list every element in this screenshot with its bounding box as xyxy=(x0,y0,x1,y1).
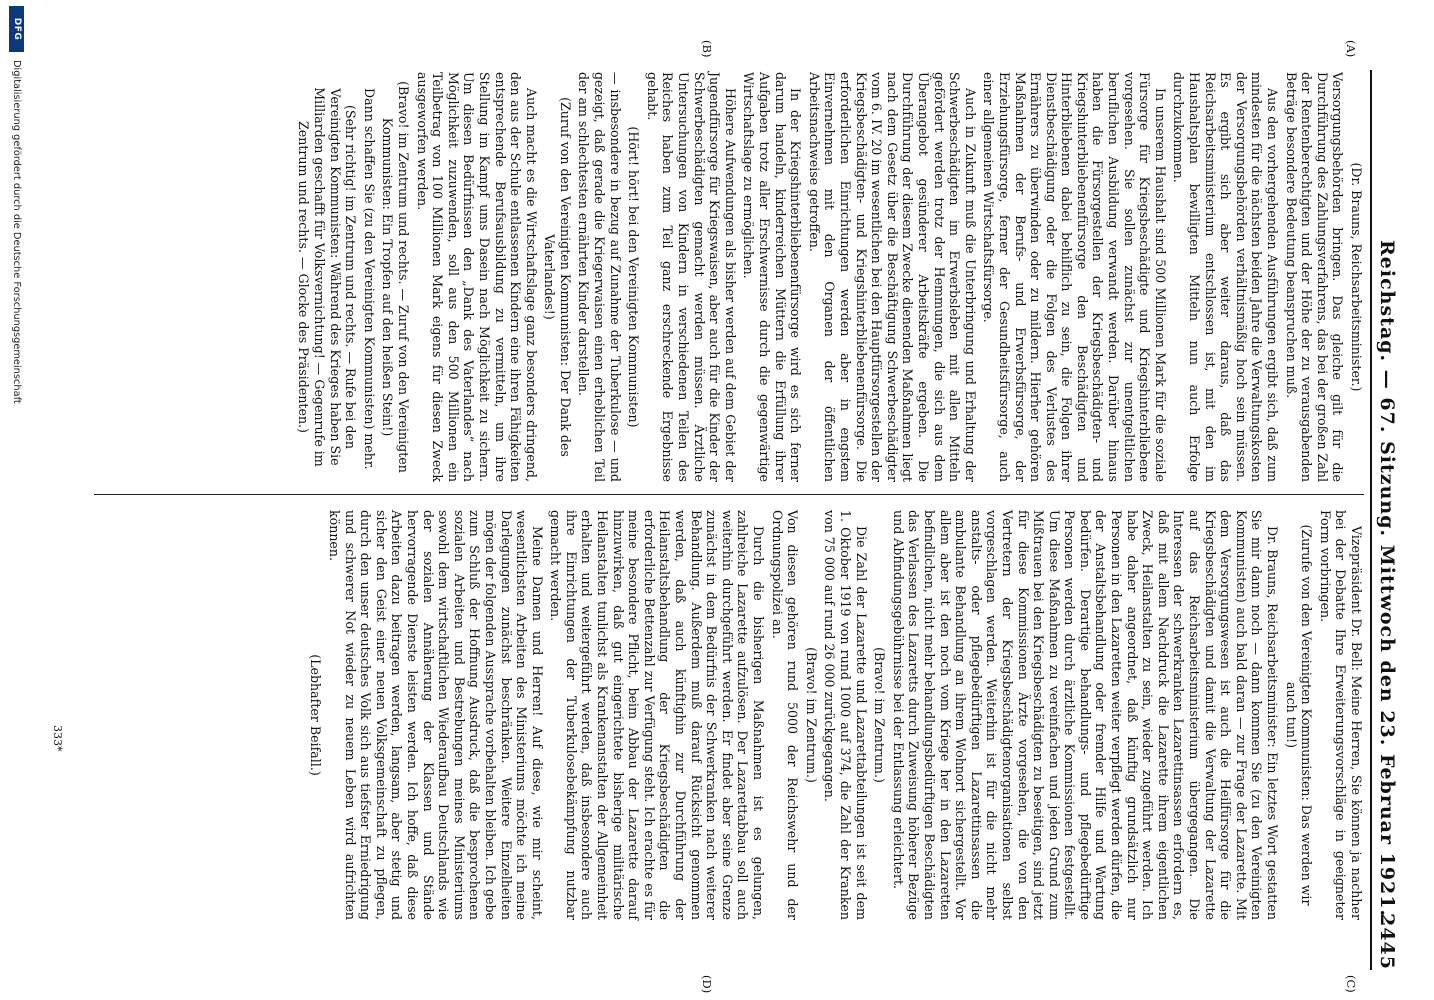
paragraph: Auch macht es die Wirtschaftslage ganz besonders dringend, den aus der Schule entlassenen Kindern eine ihren Fähigkeiten entsprechende Berufsausbildung zu vermitteln, um ihre Stellung im Kampf ums Dasein nach Möglichkeit zu sichern. Um diesen Bedürfnissen den „Dank des Vaterlandes“ nach Möglichkeit zuzuwenden, soll aus den 500 Millionen ein Teilbetrag von 100 Millionen Mark eigens für diesen Zweck ausgeworfen werden. xyxy=(414,72,539,482)
paragraph: In unserem Haushalt sind 500 Millionen Mark für die soziale Fürsorge für Kriegsbeschädigte und Kriegshinterbliebene vorgesehen. Sie sollen zunächst zur unentgeltlichen beruflichen Ausbildung verwandt werden. Darüber hinaus haben die Fürsorgestellen der Kriegsbeschädigten- und Kriegshinterbliebenenfürsorge den Beschädigten und Hinterbliebenen dabei behilflich zu sein, die Folgen ihrer Dienstbeschädigung oder die Folgen des Verlustes des Ernährers zu überwinden oder zu mildern. Hierher gehören Maßnahmen der Berufs- und Erwerbsfürsorge, der Erziehungsfürsorge, ferner der Gesundheitsfürsorge, auch einer allgemeinen Wirtschaftsfürsorge. xyxy=(981,72,1168,482)
margin-marker-d: (D) xyxy=(700,975,714,994)
digitization-credit: Digitalisierung gefördert durch die Deutsche Forschungsgemeinschaft xyxy=(11,60,22,404)
paragraph: Dann schaffen Sie (zu den Vereinigten Kommunisten) mehr. xyxy=(361,88,377,470)
paragraph: Durch die bisherigen Maßnahmen ist es gelungen, zahlreiche Lazarette aufzulösen. Der Lazarettabbau soll auch weiterhin durchgeführt werden. Er findet aber seine Grenze zunächst in dem Bedürfnis der Schwerkranken nach weiterer Behandlung. Außerdem muß darauf Rücksicht genommen werden, daß auch künftighin zur Durchführung der Heilanstaltsbehandlung der Kriegsbeschädigten die erforderliche Bettenzahl zur Verfügung steht. Ich erachte es für meine besondere Pflicht, beim Abbau der Lazarette darauf hinzuwirken, daß gut eingerichtete bisherige militärische Heilanstalten tunlichst als Krankenanstalten der Allgemeinheit erhalten und weitergeführt werden, daß insbesondere auch ihre Einrichtungen der Tuberkulosebekämpfung nutzbar gemacht werden. xyxy=(548,510,767,920)
paragraph: Vizepräsident Dr. Bell: Meine Herren, Sie können ja nachher bei der Debatte Ihre Erweiterungsvorschläge in geeigneter Form vorbringen. xyxy=(1317,510,1364,920)
paragraph: Versorgungsbehörden bringen. Das gleiche gilt für die Durchführung des Zahlungsverfahrens, das bei der großen Zahl der Rentenberechtigten und der Höhe der zu verausgabenden Beträge besondere Bedeutung beanspruchen muß. xyxy=(1283,72,1346,482)
interjection: (Bravo! im Zentrum und rechts. — Zuruf von den Vereinigten Kommunisten: Ein Tropfen auf den heißen Stein!) xyxy=(380,81,411,473)
paragraph: Aus den vorhergehenden Ausführungen ergibt sich, daß zum mindesten für die nächsten beiden Jahre die Verwaltungskosten der Versorgungsbehörden verhältnismäßig hoch sein müssen. Es ergibt sich aber weiter daraus, daß das Reichsarbeitsministerium entschlossen ist, mit den im Haushaltsplan bewilligten Mitteln nun auch Erfolge durchzukommen. xyxy=(1171,72,1281,482)
margin-marker-c: (C) xyxy=(1344,975,1358,993)
paragraph: Höhere Aufwendungen als bisher werden auf dem Gebiet der Jugendfürsorge für Kriegswaisen, aber auch für die Kinder der Schwerbeschädigten gemacht werden müssen. Ärztliche Untersuchungen von Kindern in verschiedenen Teilen des Reiches haben zum Teil ganz erschreckende Ergebnisse gehabt. xyxy=(644,72,738,482)
interjection: (Zurufe von den Vereinigten Kommunisten: Das werden wir auch tun!) xyxy=(1283,524,1315,906)
interjection: (Lebhafter Beifall.) xyxy=(308,654,324,776)
paragraph: Die Zahl der Lazarette und Lazarettabteilungen ist seit dem 1. Oktober 1919 von rund 1000 auf 374, die Zahl der Kranken von 75 000 auf rund 26 000 zurückgegangen. xyxy=(822,510,869,920)
paragraph: — insbesondere in bezug auf Zunahme der Tuberkulose — und gezeigt, daß gerade die Kriegerwaisen einen erheblichen Teil der am schlechtesten ernährten Kinder darstellen. xyxy=(576,72,623,482)
speaker-note: (Dr. Brauns, Reichsarbeitsminister.) xyxy=(1349,162,1364,392)
margin-marker-a: (A) xyxy=(1344,40,1358,58)
header-rule xyxy=(1370,70,1372,970)
dfg-logo: DFG xyxy=(9,6,24,52)
right-column xyxy=(305,510,1364,920)
paragraph: Von diesen gehören rund 5000 der Reichswehr und der Ordnungspolizei an. xyxy=(769,510,801,920)
sheet-number: 333* xyxy=(51,725,64,752)
running-header xyxy=(1372,70,1398,970)
column-divider xyxy=(94,494,1364,495)
paragraph: In der Kriegshinterbliebenenfürsorge wird es sich ferner darum handeln, kinderreichen Müttern die Erfüllung ihrer Aufgaben trotz aller Erschwernisse durch die gegenwärtige Wirtschaftslage zu ermöglichen. xyxy=(741,72,804,482)
margin-marker-b: (B) xyxy=(700,40,714,58)
header-title: Reichstag. — 67. Sitzung. Mittwoch den 23. Februar 1921. xyxy=(1376,240,1398,918)
left-column xyxy=(293,72,1364,482)
interjection: (Sehr richtig! im Zentrum und rechts. — Rufe bei den Vereinigten Kommunisten: Während des Krieges haben Sie Milliarden geschafft für Volksvernichtung! — Gegenrufe im Zentrum und rechts. — Glocke des Präsidenten.) xyxy=(296,87,359,467)
paragraph: Auch in Zukunft muß die Unterbringung und Erhaltung der Schwerbeschädigten im Erwerbsleben mit allen Mitteln gefördert werden trotz der Hemmungen, die sich aus dem Überangebot gesünderer Arbeitskräfte ergeben. Die Durchführung der diesem Zwecke dienenden Maßnahmen liegt nach dem Gesetz über die Beschäftigung Schwerbeschädigter vom 6. IV. 20 im wesentlichen bei den Hauptfürsorgestellen der Kriegsbeschädigten- und Kriegshinterbliebenenfürsorge. Die erforderlichen Einrichtungen werden aber in engstem Einvernehmen mit den Organen der öffentlichen Arbeitsnachweise getroffen. xyxy=(806,72,978,482)
interjection: (Bravo! im Zentrum.) xyxy=(872,647,888,783)
paragraph: Dr. Brauns, Reichsarbeitsminister: Ein letztes Wort gestatten Sie mir dann noch — dann kommen Sie (zu den Vereinigten Kommunisten) auch bald daran — zur Frage der Lazarette. Mit dem Versorgungswesen ist auch die Heilfürsorge für die Kriegsbeschädigten und damit die Verwaltung der Lazarette auf das Reichsarbeitsministerium übergegangen. Die Interessen der schwerkranken Lazarettinsassen erfordern es, daß mit allem Nachdruck die Lazarette ihrem eigentlichen Zweck, Heilanstalten zu sein, wieder zugeführt werden. Ich habe daher angeordnet, daß künftig grundsätzlich nur Personen in den Lazaretten weiter verpflegt werden dürfen, die der Anstaltsbehandlung oder fremder Hilfe und Wartung bedürfen. Derartige behandlungs- und pflegebedürftige Personen werden durch ärztliche Kommissionen festgestellt. Um diese Maßnahmen zu vereinfachen und jeden Grund zum Mißtrauen bei den Kriegsbeschädigten zu beseitigen, sind jetzt für diese Kommissionen Ärzte vorgesehen, die von den Vertretern der Kriegsbeschädigtenorganisationen selbst vorgeschlagen werden. Weiterhin ist für die nicht mehr anstalts- oder pflegebedürftigen Lazarettinsassen die ambulante Behandlung an ihrem Wohnort sichergestellt. Vor allem aber ist den noch vom Kriege her in den Lazaretten befindlichen, nicht mehr behandlungsbedürftigen Beschädigten das Verlassen des Lazaretts durch Zuweisung höherer Bezüge und Abfindungsgebührnisse bei der Entlassung erleichtert. xyxy=(890,510,1281,920)
interjection: (Zuruf von den Vereinigten Kommunisten: Der Dank des Vaterlandes!) xyxy=(542,97,573,457)
interjection: (Bravo! im Zentrum.) xyxy=(803,647,819,783)
header-page-number: 2445 xyxy=(1376,913,1398,970)
interjection: (Hört! hört! bei den Vereinigten Kommunisten) xyxy=(626,126,642,428)
paragraph: Meine Damen und Herren! Auf diese, wie mir scheint, wesentlichsten Arbeiten des Ministeriums möchte ich meine Darlegungen zunächst beschränken. Weitere Einzelheiten mögen der folgenden Aussprache vorbehalten bleiben. Ich gebe zum Schluß der Hoffnung Ausdruck, daß die besprochenen sozialen Arbeiten und Bestrebungen meines Ministeriums sowohl dem wirtschaftlichen Wiederaufbau Deutschlands wie der sozialen Annäherung der Klassen und Stände hervorragende Dienste leisten werden. Ich hoffe, daß diese Arbeiten dazu beitragen werden, langsam, aber stetig und sicher den Geist einer neuen Volksgemeinschaft zu pflegen, durch den unser deutsches Volk sich aus tiefster Erniedrigung und schwerer Not wieder zu neuem Leben wird aufrichten können. xyxy=(327,510,545,920)
